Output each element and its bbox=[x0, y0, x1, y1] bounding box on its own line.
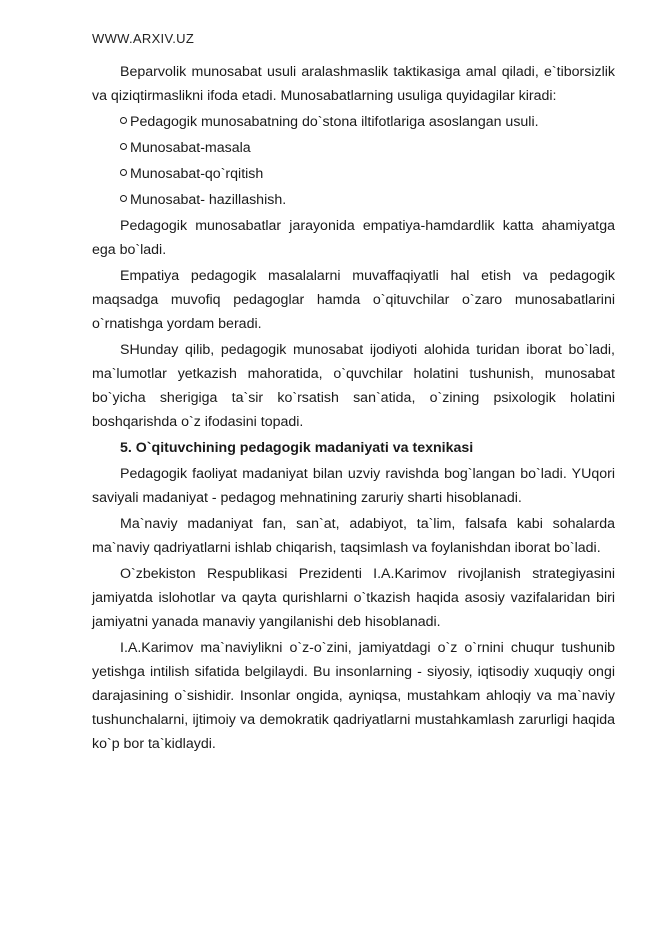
bullet-icon bbox=[120, 169, 127, 176]
bullet-icon bbox=[120, 143, 127, 150]
paragraph-3: Empatiya pedagogik masalalarni muvaffaqiyatli hal etish va pedagogik maqsadga muvofiq pedagoglar hamda o`qituvchilar o`zaro munosabatlarini o`rnatishga yordam beradi. bbox=[92, 268, 615, 332]
bullet-item bbox=[92, 162, 615, 186]
bullet-text: Pedagogik munosabatning do`stona iltifotlariga asoslangan usuli. bbox=[130, 114, 539, 130]
paragraph-8: I.A.Karimov ma`naviylikni o`z-o`zini, jamiyatdagi o`z o`rnini chuqur tushunib yetishga intilish sifatida belgilaydi. Bu insonlarning - siyosiy, iqtisodiy xuquqiy ongi darajasining o`sishidir. Insonlar ongida, ayniqsa, mustahkam ahloqiy va ma`naviy tushunchalarni, ijtimoiy va demokratik qadriyatlarni mustahkamlash zarurligi haqida ko`p bor ta`kidlaydi. bbox=[92, 640, 615, 752]
document-page bbox=[92, 30, 615, 758]
paragraph-7: O`zbekiston Respublikasi Prezidenti I.A.Karimov rivojlanish strategiyasini jamiyatda islohotlar va qayta qurishlarni o`tkazish haqida asosiy vazifalaridan biri jamiyatni yanada manaviy yangilanishi deb hisoblanadi. bbox=[92, 566, 615, 630]
bullet-item bbox=[92, 110, 615, 134]
paragraph-6: Ma`naviy madaniyat fan, san`at, adabiyot, ta`lim, falsafa kabi sohalarda ma`naviy qadriyatlarni ishlab chiqarish, taqsimlash va foylanishdan iborat bo`ladi. bbox=[92, 516, 615, 556]
paragraph-1: Beparvolik munosabat usuli aralashmaslik taktikasiga amal qiladi, e`tiborsizlik va qiziqtirmaslikni ifoda etadi. Munosabatlarning usuliga quyidagilar kiradi: bbox=[92, 64, 615, 104]
bullet-icon bbox=[120, 195, 127, 202]
bullet-item bbox=[92, 136, 615, 160]
paragraph-2: Pedagogik munosabatlar jarayonida empatiya-hamdardlik katta ahamiyatga ega bo`ladi. bbox=[92, 218, 615, 258]
bullet-text: Munosabat-qo`rqitish bbox=[130, 166, 264, 182]
paragraph-5: Pedagogik faoliyat madaniyat bilan uzviy ravishda bog`langan bo`ladi. YUqori saviyali madaniyat - pedagog mehnatining zaruriy sharti hisoblanadi. bbox=[92, 466, 615, 506]
paragraph-4: SHunday qilib, pedagogik munosabat ijodiyoti alohida turidan iborat bo`ladi, ma`lumotlar yetkazish mahoratida, o`quvchilar holatini tushunish, munosabat bo`yicha sherigiga ta`sir ko`rsatish san`atida, o`zining psixologik holatini boshqarishda o`z ifodasini topadi. bbox=[92, 342, 615, 430]
bullet-icon bbox=[120, 117, 127, 124]
bullet-text: Munosabat- hazillashish. bbox=[130, 192, 287, 208]
bullet-item bbox=[92, 188, 615, 212]
bullet-text: Munosabat-masala bbox=[130, 140, 251, 156]
section-heading: 5. O`qituvchining pedagogik madaniyati va texnikasi bbox=[120, 440, 474, 456]
site-watermark: WWW.ARXIV.UZ bbox=[92, 31, 195, 46]
